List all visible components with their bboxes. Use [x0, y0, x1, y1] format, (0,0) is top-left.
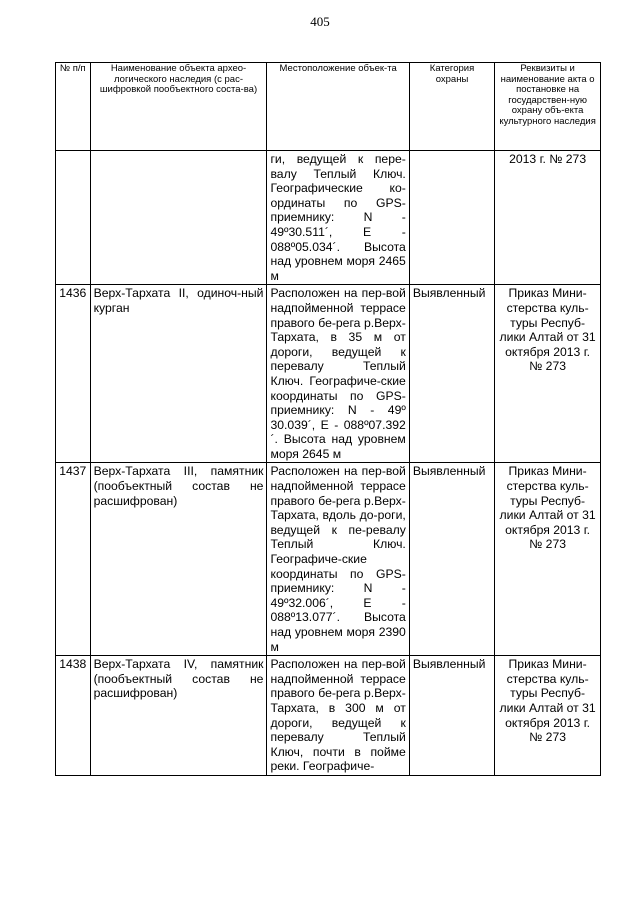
table-row [56, 151, 601, 285]
page-number: 405 [310, 14, 330, 29]
row-object-name: Верх-Тархата II, одиноч-ный курган [90, 285, 267, 463]
row-location: Расположен на пер-вой надпойменной террасе правого бе-рега р.Верх-Тархата, в 35 м от дороги, ведущей к перевалу Теплый Ключ. Географиче-ские координаты по GPS-приемнику: N - 49º 30.039´, E - 088º07.392´. Высота над уровнем моря 2645 м [267, 285, 409, 463]
row-number [56, 151, 91, 285]
row-category: Выявленный [409, 285, 494, 463]
row-number: 1438 [56, 656, 91, 776]
row-requisites: 2013 г. № 273 [495, 151, 601, 285]
row-object-name: Верх-Тархата III, памятник (пообъектный состав не расшифрован) [90, 463, 267, 656]
table-header-row [56, 63, 601, 151]
row-number: 1437 [56, 463, 91, 656]
row-object-name [90, 151, 267, 285]
header-location: Местоположение объек-та [267, 63, 409, 151]
row-requisites: Приказ Мини-стерства куль-туры Респуб-лики Алтай от 31 октября 2013 г. № 273 [495, 463, 601, 656]
row-category [409, 151, 494, 285]
row-location: Расположен на пер-вой надпойменной террасе правого бе-рега р.Верх-Тархата, в 300 м от дороги, ведущей к перевалу Теплый Ключ, почти в пойме реки. Географиче- [267, 656, 409, 776]
table-row [56, 656, 601, 776]
row-number: 1436 [56, 285, 91, 463]
header-requisites: Реквизиты и наименование акта о постановке на государствен-ную охрану объ-екта культурного наследия [495, 63, 601, 151]
row-location: Расположен на пер-вой надпойменной террасе правого бе-рега р.Верх-Тархата, вдоль до-роги, ведущей к пе-ревалу Теплый Ключ. Географиче-ские координаты по GPS-приемнику: N - 49º32.006´, E - 088º13.077´. Высота над уровнем моря 2390 м [267, 463, 409, 656]
row-object-name: Верх-Тархата IV, памятник (пообъектный состав не расшифрован) [90, 656, 267, 776]
heritage-registry-table [55, 62, 601, 776]
header-category: Категория охраны [409, 63, 494, 151]
row-requisites: Приказ Мини-стерства куль-туры Респуб-лики Алтай от 31 октября 2013 г. № 273 [495, 656, 601, 776]
table-row [56, 285, 601, 463]
header-object-name: Наименование объекта архео-логического наследия (с рас-шифровкой пообъектного соста-ва) [90, 63, 267, 151]
header-number: № п/п [56, 63, 91, 151]
table-row [56, 463, 601, 656]
row-requisites: Приказ Мини-стерства куль-туры Респуб-лики Алтай от 31 октября 2013 г. № 273 [495, 285, 601, 463]
row-category: Выявленный [409, 656, 494, 776]
row-category: Выявленный [409, 463, 494, 656]
row-location: ги, ведущей к пере-валу Теплый Ключ. Географические ко-ординаты по GPS-приемнику: N - 49º30.511´, E - 088º05.034´. Высота над уровнем моря 2465 м [267, 151, 409, 285]
